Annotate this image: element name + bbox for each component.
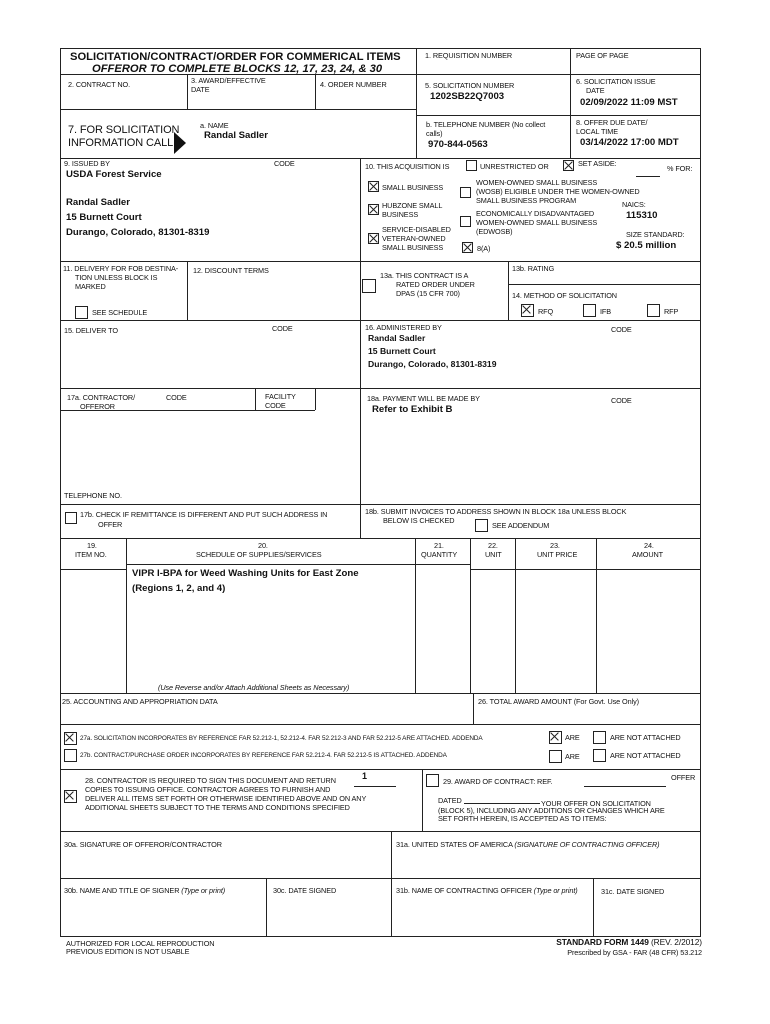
unrestricted-checkbox[interactable]: [466, 160, 477, 171]
offer-due-label: 8. OFFER DUE DATE/: [576, 118, 648, 127]
issued-code-label: CODE: [274, 159, 295, 168]
rule: [60, 48, 701, 49]
27b-text: 27b. CONTRACT/PURCHASE ORDER INCORPORATES BY REFERENCE FAR 52.212-4. FAR 52.212-5 IS ATTACHED. ADDENDA: [80, 752, 447, 759]
facility-code-label-2: CODE: [265, 401, 286, 410]
issue-date: 02/09/2022 11:09 MST: [580, 97, 678, 108]
block5-label: (BLOCK 5), INCLUDING ANY ADDITIONS OR CHANGES WHICH ARE: [438, 806, 665, 815]
fob-label-2: TION UNLESS BLOCK IS: [75, 273, 158, 282]
col-schedule-num: 20.: [258, 541, 268, 550]
signature-co-label: [396, 840, 659, 849]
col-quantity-num: 21.: [434, 541, 444, 550]
discount-terms-label: 12. DISCOUNT TERMS: [193, 266, 269, 275]
deliver-code-label: CODE: [272, 324, 293, 333]
info-call-label: 7. FOR SOLICITATION: [68, 124, 180, 136]
co-name-italic: (Type or print): [533, 886, 578, 895]
telephone-label-2: calls): [426, 129, 443, 138]
rule: [60, 48, 61, 936]
edwosb-checkbox[interactable]: [460, 216, 471, 227]
total-award-label: [478, 697, 639, 706]
issue-date-label: 6. SOLICITATION ISSUE: [576, 77, 656, 86]
rule: [60, 878, 701, 879]
telephone-number: 970-844-0563: [428, 139, 488, 150]
solicitation-number: 1202SB22Q7003: [430, 91, 505, 102]
signer-name-label: [64, 886, 225, 895]
rule: [515, 538, 516, 570]
28-text: 28. CONTRACTOR IS REQUIRED TO SIGN THIS DOCUMENT AND RETURN: [85, 776, 336, 785]
ifb-label: IFB: [600, 307, 612, 316]
set-aside-percent-line: [636, 176, 660, 177]
sdvosb-checkbox[interactable]: [368, 233, 379, 244]
payment-value: Refer to Exhibit B: [372, 404, 453, 415]
27a-checkbox[interactable]: [64, 732, 77, 745]
date-signed-label: 30c. DATE SIGNED: [273, 886, 337, 895]
rule: [60, 109, 416, 110]
acquisition-label: 10. THIS ACQUISITION IS: [365, 162, 450, 171]
rule: [416, 115, 701, 116]
small-business-label: SMALL BUSINESS: [382, 183, 444, 192]
eight-a-label: 8(A): [477, 244, 491, 253]
28-checkbox[interactable]: [64, 790, 77, 803]
rule: [266, 878, 267, 936]
co-date-signed-label: 31c. DATE SIGNED: [601, 887, 665, 896]
rule: [255, 388, 256, 410]
rule: [473, 693, 474, 724]
dated-line: [464, 803, 540, 804]
form-title: SOLICITATION/CONTRACT/ORDER FOR COMMERICAL ITEMS: [70, 51, 401, 63]
payment-code-label: CODE: [611, 396, 632, 405]
wosb-label-3: SMALL BUSINESS PROGRAM: [476, 196, 577, 205]
rfp-checkbox[interactable]: [647, 304, 660, 317]
rated-order-label-2: RATED ORDER UNDER: [396, 280, 475, 289]
rule: [60, 320, 701, 321]
issuing-agency: USDA Forest Service: [66, 169, 162, 180]
27a-are-checkbox[interactable]: [549, 731, 562, 744]
rule: [315, 388, 316, 410]
rule: [126, 538, 127, 693]
28-text-4: ADDITIONAL SHEETS SUBJECT TO THE TERMS AND CONDITIONS SPECIFIED: [85, 803, 350, 812]
rule: [60, 569, 126, 570]
27a-text: 27a. SOLICITATION INCORPORATES BY REFERENCE FAR 52.212-1, 52.212-4. FAR 52.212-3 AND FAR 52.212-5 ARE ATTACHED. ADDENDA: [80, 735, 483, 742]
sdvosb-label: SERVICE-DISABLED: [382, 225, 451, 234]
rule: [187, 261, 188, 320]
footer-form-id: [556, 938, 702, 947]
rule: [700, 48, 701, 936]
rated-order-label-3: DPAS (15 CFR 700): [396, 289, 460, 298]
rule: [570, 48, 571, 158]
27b-are-not-checkbox[interactable]: [593, 749, 606, 762]
rfp-label: RFP: [664, 307, 679, 316]
rule: [508, 284, 701, 285]
footer-left-1: AUTHORIZED FOR LOCAL REPRODUCTION: [66, 939, 215, 948]
col-unit-num: 22.: [488, 541, 498, 550]
rule: [415, 538, 416, 693]
naics-code: 115310: [626, 210, 658, 221]
contractor-code-label: CODE: [166, 393, 187, 402]
hubzone-label: HUBZONE SMALL: [382, 201, 443, 210]
col-item-no: ITEM NO.: [75, 550, 107, 559]
wosb-checkbox[interactable]: [460, 187, 471, 198]
award-date-label-2: DATE: [191, 85, 210, 94]
28-copies: 1: [362, 771, 368, 781]
admin-code-label: CODE: [611, 325, 632, 334]
see-addendum-checkbox[interactable]: [475, 519, 488, 532]
footer-form-name: STANDARD FORM 1449: [556, 937, 649, 947]
remittance-label: 17b. CHECK IF REMITTANCE IS DIFFERENT AND PUT SUCH ADDRESS IN: [80, 510, 328, 519]
rule: [360, 158, 361, 538]
rule: [60, 769, 701, 770]
size-standard-value: $ 20.5 million: [616, 240, 677, 251]
27a-are-not-label: ARE NOT ATTACHED: [610, 733, 681, 742]
naics-label: NAICS:: [622, 200, 646, 209]
remittance-label-2: OFFER: [98, 520, 123, 529]
contractor-label-2: OFFEROR: [80, 402, 115, 411]
solicitation-number-label: 5. SOLICITATION NUMBER: [425, 81, 515, 90]
award-ref-line: [584, 786, 666, 787]
info-call-label-2: INFORMATION CALL:: [68, 137, 177, 149]
set-aside-label: SET ASIDE:: [578, 159, 617, 168]
27b-are-checkbox[interactable]: [549, 750, 562, 763]
see-schedule-label: SEE SCHEDULE: [92, 308, 148, 317]
signer-name-italic: (Type or print): [181, 886, 226, 895]
col-unit-price-num: 23.: [550, 541, 560, 550]
rfq-checkbox[interactable]: [521, 304, 534, 317]
offer-due-date: 03/14/2022 17:00 MDT: [580, 137, 679, 148]
total-award-text: 26. TOTAL AWARD AMOUNT (For Govt. Use Only): [478, 697, 639, 706]
percent-for-label: % FOR:: [667, 164, 693, 173]
co-name-label: [396, 886, 578, 895]
block5-label-2: SET FORTH HEREIN, IS ACCEPTED AS TO ITEMS:: [438, 814, 607, 823]
27b-checkbox[interactable]: [64, 749, 77, 762]
wosb-label-2: (WOSB) ELIGIBLE UNDER THE WOMEN-OWNED: [476, 187, 640, 196]
rated-order-label: 13a. THIS CONTRACT IS A: [380, 271, 469, 280]
issued-street: 15 Burnett Court: [66, 212, 142, 223]
rule: [470, 569, 701, 570]
rule: [593, 878, 594, 936]
sdvosb-label-2: VETERAN-OWNED: [382, 234, 446, 243]
fob-label: 11. DELIVERY FOR FOB DESTINA-: [63, 264, 179, 273]
form-subtitle: OFFEROR TO COMPLETE BLOCKS 12, 17, 23, 24, & 30: [92, 63, 383, 75]
order-number-label: 4. ORDER NUMBER: [320, 80, 387, 89]
deliver-to-label: 15. DELIVER TO: [64, 326, 118, 335]
remittance-checkbox[interactable]: [65, 512, 77, 524]
offer-label: OFFER: [671, 773, 696, 782]
hubzone-label-2: BUSINESS: [382, 210, 419, 219]
signature-co-italic: (SIGNATURE OF CONTRACTING OFFICER): [514, 840, 660, 849]
eight-a-checkbox[interactable]: [462, 242, 473, 253]
edwosb-label: ECONOMICALLY DISADVANTAGED: [476, 209, 595, 218]
rule: [315, 74, 316, 109]
issued-by-label: 9. ISSUED BY: [64, 159, 110, 168]
arrow-right-icon: [174, 132, 186, 154]
dated-label: DATED: [438, 796, 462, 805]
27b-are-label: ARE: [565, 752, 580, 761]
offer-due-label-2: LOCAL TIME: [576, 127, 618, 136]
rule: [60, 831, 701, 832]
see-addendum-label: SEE ADDENDUM: [492, 521, 550, 530]
sdvosb-label-3: SMALL BUSINESS: [382, 243, 444, 252]
issued-city: Durango, Colorado, 81301-8319: [66, 227, 210, 238]
footer-form-rev: (REV. 2/2012): [648, 937, 702, 947]
27a-are-label: ARE: [565, 733, 580, 742]
administered-by-label: 16. ADMINISTERED BY: [365, 323, 442, 332]
copies-line: [354, 786, 396, 787]
method-label: 14. METHOD OF SOLICITATION: [512, 291, 617, 300]
small-business-checkbox[interactable]: [368, 181, 379, 192]
rule: [60, 724, 701, 725]
rule: [422, 769, 423, 831]
rule: [60, 693, 701, 694]
admin-city: Durango, Colorado, 81301-8319: [368, 359, 497, 369]
fob-label-3: MARKED: [75, 282, 106, 291]
27a-are-not-checkbox[interactable]: [593, 731, 606, 744]
payment-label: 18a. PAYMENT WILL BE MADE BY: [367, 394, 480, 403]
telephone-no-label: TELEPHONE NO.: [64, 491, 122, 500]
form-1449: [60, 48, 702, 957]
facility-code-label: FACILITY: [265, 392, 296, 401]
rule: [187, 74, 188, 109]
rule: [60, 261, 701, 262]
footer-left-2: PREVIOUS EDITION IS NOT USABLE: [66, 947, 190, 956]
contact-name: Randal Sadler: [204, 130, 268, 141]
rule: [596, 538, 597, 570]
name-label: a. NAME: [200, 121, 229, 130]
accounting-label: 25. ACCOUNTING AND APPROPRIATION DATA: [62, 697, 218, 706]
issue-date-label-2: DATE: [586, 86, 605, 95]
signer-name-text: 30b. NAME AND TITLE OF SIGNER: [64, 886, 182, 895]
col-item-no-num: 19.: [87, 541, 97, 550]
size-standard-label: SIZE STANDARD:: [626, 230, 685, 239]
rule: [508, 261, 509, 320]
your-offer-label: YOUR OFFER ON SOLICITATION: [541, 799, 651, 808]
invoice-label: 18b. SUBMIT INVOICES TO ADDRESS SHOWN IN BLOCK 18a UNLESS BLOCK: [365, 507, 627, 516]
29-checkbox[interactable]: [426, 774, 439, 787]
rule: [60, 538, 701, 539]
edwosb-label-3: (EDWOSB): [476, 227, 513, 236]
rule: [60, 504, 701, 505]
page-label: PAGE OF PAGE: [576, 51, 629, 60]
col-amount-num: 24.: [644, 541, 654, 550]
set-aside-checkbox[interactable]: [563, 160, 574, 171]
schedule-item-regions: (Regions 1, 2, and 4): [132, 583, 226, 594]
award-date-label: 3. AWARD/EFFECTIVE: [191, 76, 266, 85]
rule: [470, 538, 471, 570]
hubzone-checkbox[interactable]: [368, 204, 379, 215]
29-text: 29. AWARD OF CONTRACT: REF.: [443, 777, 553, 786]
contract-no-label: 2. CONTRACT NO.: [68, 80, 131, 89]
col-schedule: SCHEDULE OF SUPPLIES/SERVICES: [196, 550, 322, 559]
co-name-text: 31b. NAME OF CONTRACTING OFFICER: [396, 886, 534, 895]
rfq-label: RFQ: [538, 307, 554, 316]
requisition-label: 1. REQUISITION NUMBER: [425, 51, 513, 60]
see-schedule-checkbox[interactable]: [75, 306, 88, 319]
col-unit-price: UNIT PRICE: [537, 550, 578, 559]
invoice-label-2: BELOW IS CHECKED: [383, 516, 455, 525]
issued-name: Randal Sadler: [66, 197, 130, 208]
rule: [126, 564, 470, 565]
ifb-checkbox[interactable]: [583, 304, 596, 317]
rule: [596, 569, 597, 693]
rule: [416, 48, 417, 158]
wosb-label: WOMEN-OWNED SMALL BUSINESS: [476, 178, 598, 187]
contractor-label: 17a. CONTRACTOR/: [67, 393, 136, 402]
col-amount: AMOUNT: [632, 550, 664, 559]
rule: [391, 831, 392, 936]
reverse-note: (Use Reverse and/or Attach Additional Sheets as Necessary): [158, 683, 350, 692]
rating-label: 13b. RATING: [512, 264, 555, 273]
col-quantity: QUANTITY: [421, 550, 458, 559]
admin-name: Randal Sadler: [368, 333, 426, 343]
col-unit: UNIT: [485, 550, 502, 559]
unrestricted-label: UNRESTRICTED OR: [480, 162, 549, 171]
footer-prescribed: Prescribed by GSA - FAR (48 CFR) 53.212: [567, 948, 702, 957]
rated-order-checkbox[interactable]: [362, 279, 376, 293]
telephone-label: b. TELEPHONE NUMBER (No collect: [426, 120, 546, 129]
28-text-3: DELIVER ALL ITEMS SET FORTH OR OTHERWISE IDENTIFIED ABOVE AND ON ANY: [85, 794, 367, 803]
edwosb-label-2: WOMEN-OWNED SMALL BUSINESS: [476, 218, 598, 227]
28-text-2: COPIES TO ISSUING OFFICE. CONTRACTOR AGREES TO FURNISH AND: [85, 785, 331, 794]
27b-are-not-label: ARE NOT ATTACHED: [610, 751, 681, 760]
signature-co-text: 31a. UNITED STATES OF AMERICA: [396, 840, 515, 849]
signature-offeror-label: 30a. SIGNATURE OF OFFEROR/CONTRACTOR: [64, 840, 222, 849]
schedule-item-title: VIPR I-BPA for Weed Washing Units for East Zone: [132, 568, 359, 579]
rule: [60, 388, 701, 389]
admin-street: 15 Burnett Court: [368, 346, 436, 356]
